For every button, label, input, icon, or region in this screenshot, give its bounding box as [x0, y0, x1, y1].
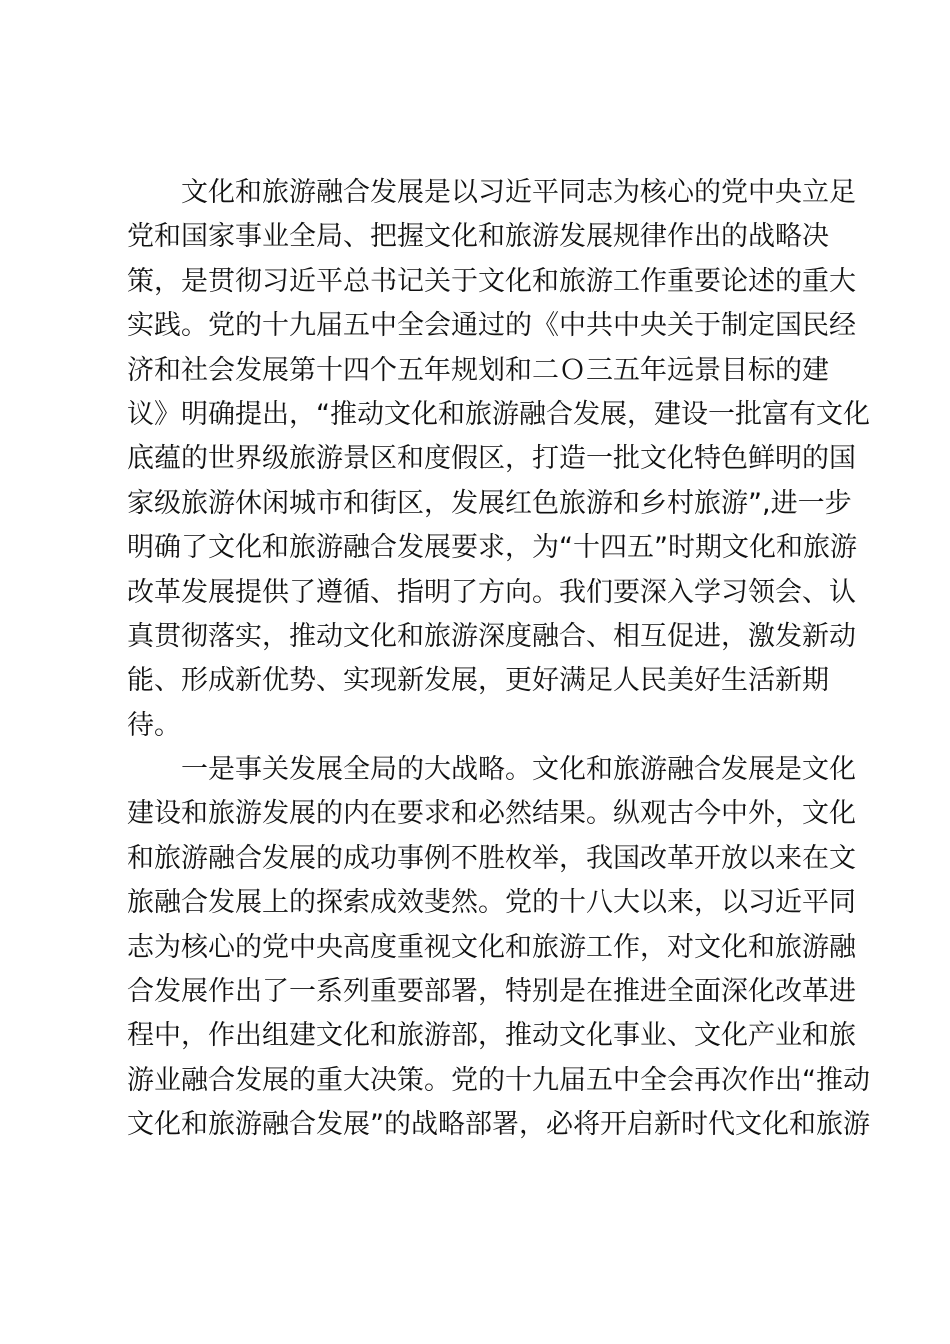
text-line: 真贯彻落实，推动文化和旅游深度融合、相互促进，激发新动: [127, 620, 856, 652]
paragraph: [127, 748, 870, 1148]
text-line: 能、形成新优势、实现新发展，更好满足人民美好生活新期: [127, 665, 829, 697]
text-line: 志为核心的党中央高度重视文化和旅游工作，对文化和旅游融: [127, 931, 856, 963]
text-line: 和旅游融合发展的成功事例不胜枚举，我国改革开放以来在文: [127, 842, 856, 874]
text-line: 文化和旅游融合发展”的战略部署，必将开启新时代文化和旅游: [127, 1109, 870, 1141]
text-line: 实践。党的十九届五中全会通过的《中共中央关于制定国民经: [127, 310, 856, 342]
text-line: 程中，作出组建文化和旅游部，推动文化事业、文化产业和旅: [127, 1020, 856, 1052]
text-line: 建设和旅游发展的内在要求和必然结果。纵观古今中外，文化: [127, 798, 856, 830]
body-text: [127, 171, 870, 1148]
text-line: 明确了文化和旅游融合发展要求，为“十四五”时期文化和旅游: [127, 532, 857, 564]
text-line: 策，是贯彻习近平总书记关于文化和旅游工作重要论述的重大: [127, 265, 856, 297]
text-line: 游业融合发展的重大决策。党的十九届五中全会再次作出“推动: [127, 1064, 870, 1096]
text-line: 议》明确提出，“推动文化和旅游融合发展，建设一批富有文化: [127, 398, 870, 430]
text-line: 文化和旅游融合发展是以习近平同志为核心的党中央立足: [127, 177, 856, 208]
text-line: 底蕴的世界级旅游景区和度假区，打造一批文化特色鲜明的国: [127, 443, 856, 475]
paragraph: [127, 171, 870, 748]
text-line: 旅融合发展上的探索成效斐然。党的十八大以来，以习近平同: [127, 887, 856, 919]
text-line: 合发展作出了一系列重要部署，特别是在推进全面深化改革进: [127, 976, 856, 1008]
text-line: 一是事关发展全局的大战略。文化和旅游融合发展是文化: [127, 754, 856, 786]
text-line: 家级旅游休闲城市和街区，发展红色旅游和乡村旅游”,进一步: [127, 487, 852, 519]
text-line: 党和国家事业全局、把握文化和旅游发展规律作出的战略决: [127, 221, 829, 253]
text-line: 改革发展提供了遵循、指明了方向。我们要深入学习领会、认: [127, 576, 856, 608]
text-line: 济和社会发展第十四个五年规划和二Ｏ三五年远景目标的建: [127, 354, 829, 386]
text-line: 待。: [127, 709, 181, 741]
